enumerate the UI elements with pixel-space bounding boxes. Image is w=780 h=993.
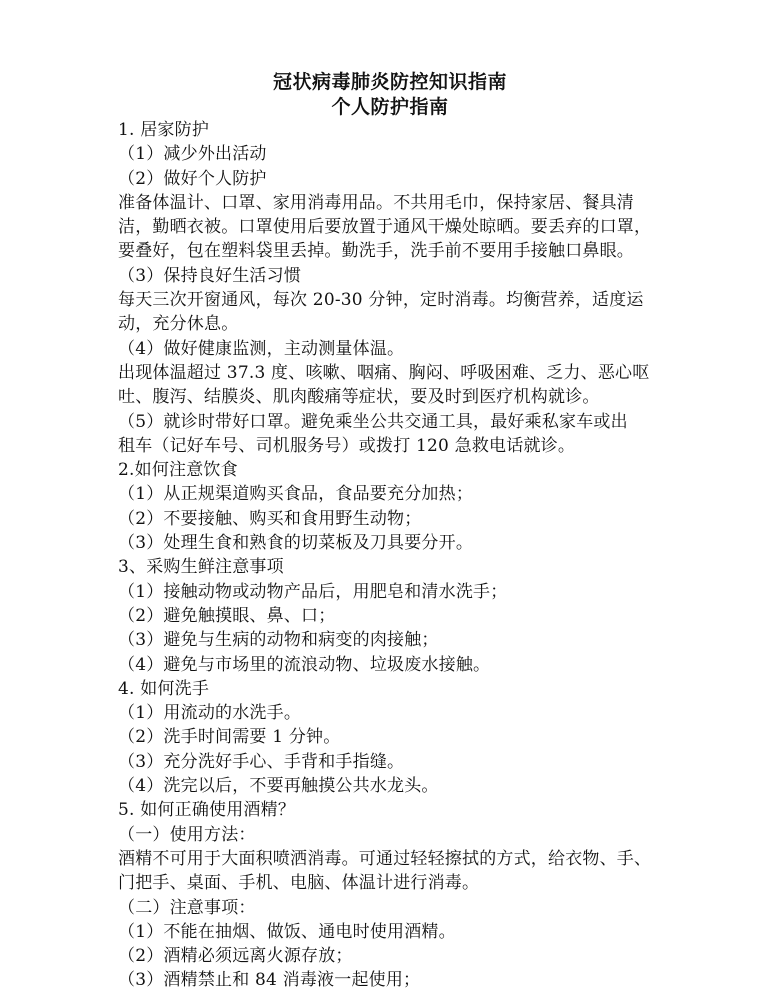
text-line: （3）保持良好生活习惯 [118,265,302,286]
text-line: 4. 如何洗手 [118,678,210,699]
text-line: 门把手、桌面、手机、电脑、体温计进行消毒。 [118,873,480,894]
text-line: （4）做好健康监测，主动测量体温。 [118,338,405,359]
document-body [118,118,666,993]
text-line: 动，充分休息。 [118,314,239,335]
document-subtitle: 个人防护指南 [331,96,449,118]
text-line: （3）充分洗好手心、手背和手指缝。 [118,751,405,772]
text-line: （一）使用方法： [118,824,256,845]
text-line: （1）不能在抽烟、做饭、通电时使用酒精。 [118,921,456,942]
text-line: （二）注意事项： [118,897,256,918]
text-line: 2.如何注意饮食 [118,460,238,481]
text-line: （4）避免与市场里的流浪动物、垃圾废水接触。 [118,654,491,675]
text-line: 1. 居家防护 [118,120,210,140]
text-line: （2）洗手时间需要 1 分钟。 [118,727,341,748]
text-line: （3）避免与生病的动物和病变的肉接触； [118,630,439,651]
text-line: 要叠好，包在塑料袋里丢掉。勤洗手，洗手前不要用手接触口鼻眼。 [118,241,634,262]
text-line: （1）减少外出活动 [118,144,267,165]
text-line: （1）从正规渠道购买食品，食品要充分加热； [118,484,474,505]
text-line: （5）就诊时带好口罩。避免乘坐公共交通工具，最好乘私家车或出 [118,411,628,432]
text-line: （2）不要接触、购买和食用野生动物； [118,508,422,529]
text-line: 吐、腹泻、结膜炎、肌肉酸痛等症状，要及时到医疗机构就诊。 [118,387,600,408]
text-line: （4）洗完以后，不要再触摸公共水龙头。 [118,776,439,797]
text-line: 洁，勤晒衣被。口罩使用后要放置于通风干燥处晾晒。要丢弃的口罩， [118,217,652,238]
text-line: 5. 如何正确使用酒精？ [118,800,296,821]
text-line: （1）用流动的水洗手。 [118,703,302,724]
document-title: 冠状病毒肺炎防控知识指南 [272,71,507,93]
text-line: （2）避免触摸眼、鼻、口； [118,605,336,626]
text-line: 准备体温计、口罩、家用消毒用品。不共用毛巾，保持家居、餐具清 [118,192,634,213]
text-line: （3）酒精禁止和 84 消毒液一起使用； [118,970,421,991]
text-line: 租车（记好车号、司机服务号）或拨打 120 急救电话就诊。 [118,435,576,456]
text-line: （1）接触动物或动物产品后，用肥皂和清水洗手； [118,581,508,602]
text-line: （3）处理生食和熟食的切菜板及刀具要分开。 [118,533,474,554]
text-line: 出现体温超过 37.3 度、咳嗽、咽痛、胸闷、呼吸困难、乏力、恶心呕 [118,362,650,383]
text-line: （2）酒精必须远离火源存放； [118,946,353,967]
text-line: 每天三次开窗通风，每次 20-30 分钟，定时消毒。均衡营养，适度运 [118,290,644,311]
text-line: 酒精不可用于大面积喷洒消毒。可通过轻轻擦拭的方式，给衣物、手、 [118,848,652,869]
text-line: （2）做好个人防护 [118,168,267,189]
text-line: 3、采购生鲜注意事项 [118,557,284,578]
